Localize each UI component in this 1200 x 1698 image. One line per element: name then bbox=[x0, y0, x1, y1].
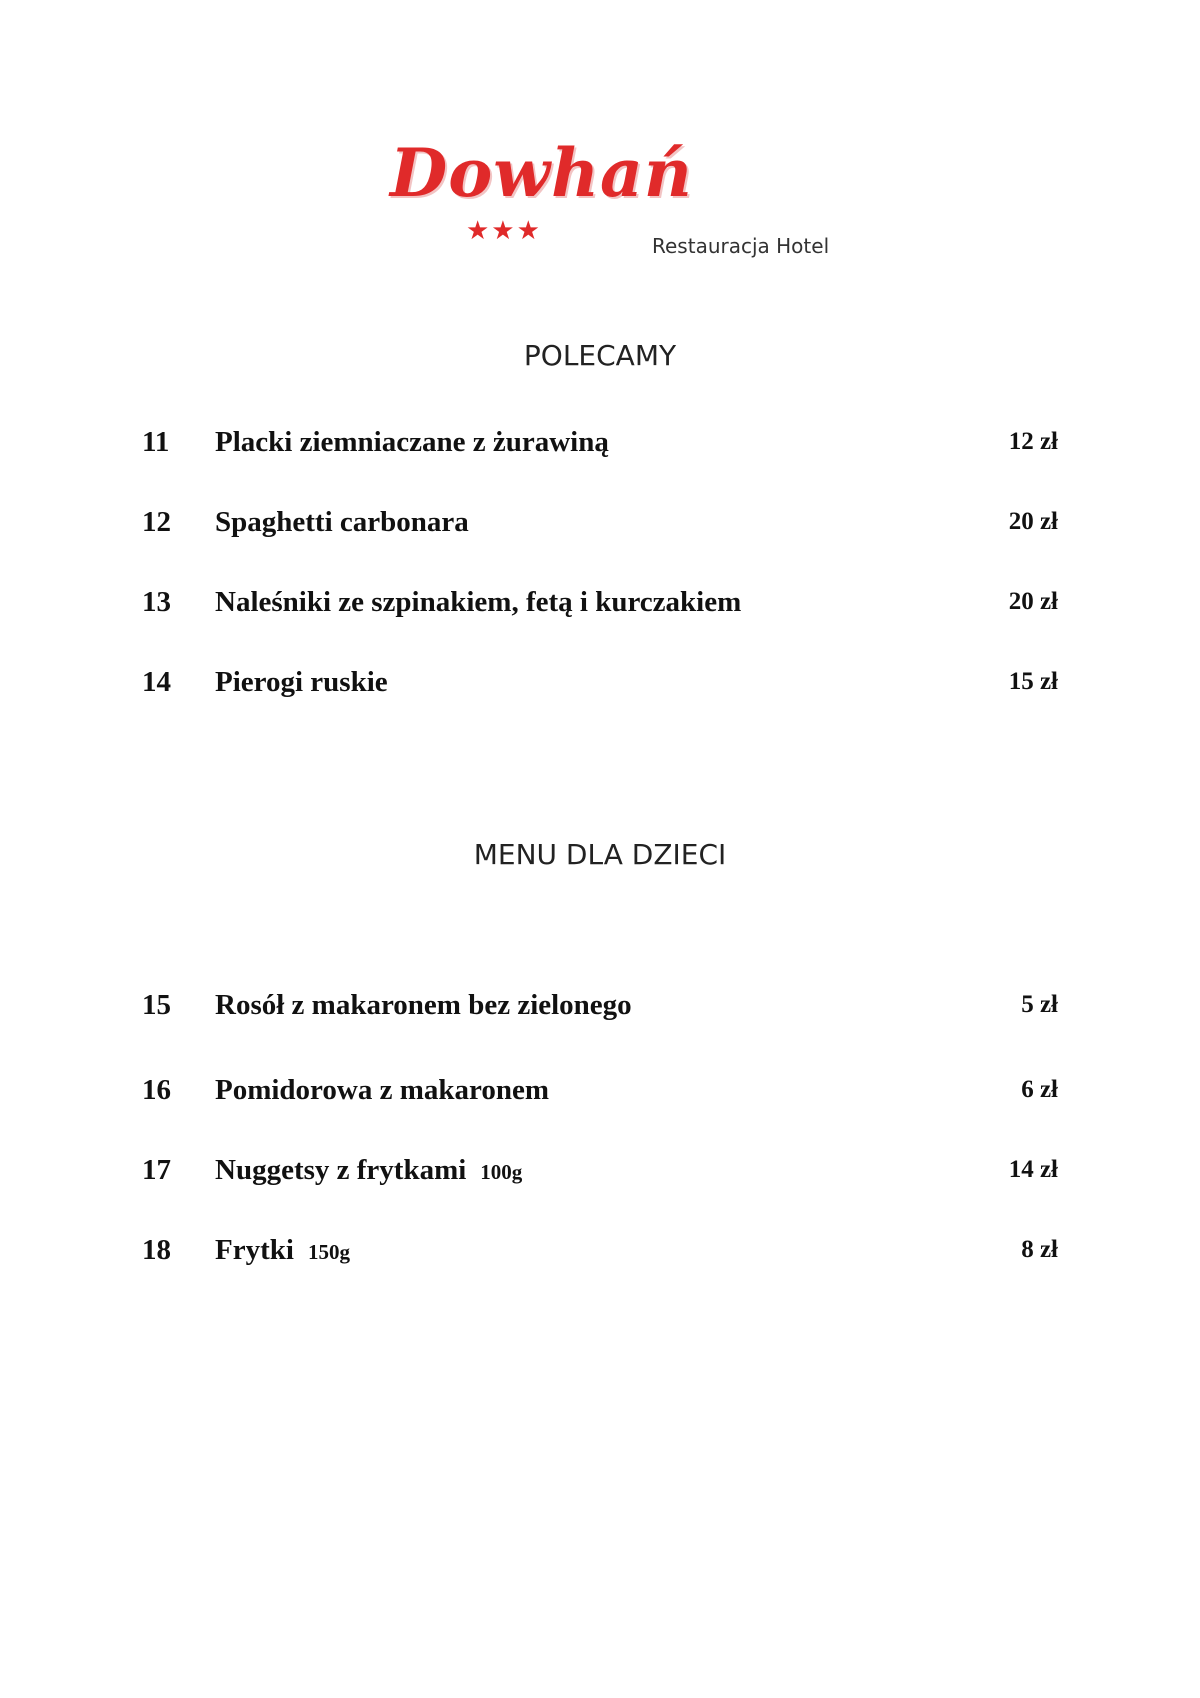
item-name: Frytki bbox=[215, 1234, 294, 1266]
item-name-wrap bbox=[215, 1070, 549, 1110]
item-number: 11 bbox=[142, 426, 170, 458]
item-price: 5 zł bbox=[1021, 991, 1058, 1018]
item-price: 20 zł bbox=[1008, 508, 1058, 535]
item-name: Nuggetsy z frytkami bbox=[215, 1154, 467, 1186]
item-price: 6 zł bbox=[1021, 1076, 1058, 1103]
item-weight: 150g bbox=[307, 1240, 350, 1264]
menu-item bbox=[0, 422, 1200, 462]
logo-subtitle: Restauracja Hotel bbox=[652, 234, 830, 258]
item-number: 16 bbox=[142, 1074, 171, 1106]
menu-item bbox=[0, 1230, 1200, 1270]
item-name-wrap bbox=[215, 1150, 522, 1192]
item-name-wrap bbox=[215, 985, 632, 1025]
menu-item bbox=[0, 985, 1200, 1025]
item-price: 14 zł bbox=[1008, 1156, 1058, 1183]
item-name-wrap bbox=[215, 1230, 350, 1272]
item-name: Placki ziemniaczane z żurawiną bbox=[215, 426, 609, 458]
menu-list-polecamy bbox=[0, 422, 1200, 702]
item-name-wrap bbox=[215, 662, 388, 702]
item-price: 12 zł bbox=[1008, 428, 1058, 455]
item-number: 17 bbox=[142, 1154, 171, 1186]
restaurant-logo bbox=[390, 134, 850, 270]
item-number: 15 bbox=[142, 989, 171, 1021]
item-name: Spaghetti carbonara bbox=[215, 506, 469, 538]
item-name-wrap bbox=[215, 502, 469, 542]
item-number: 12 bbox=[142, 506, 171, 538]
item-price: 20 zł bbox=[1008, 588, 1058, 615]
item-name: Pomidorowa z makaronem bbox=[215, 1074, 550, 1106]
item-name-wrap bbox=[215, 582, 741, 622]
item-number: 18 bbox=[142, 1234, 171, 1266]
logo-wordmark: Dowhań bbox=[390, 134, 693, 212]
item-name: Pierogi ruskie bbox=[215, 666, 388, 698]
menu-list-dzieci bbox=[0, 985, 1200, 1270]
logo-stars-icon: ★★★ bbox=[466, 216, 542, 246]
item-name: Naleśniki ze szpinakiem, fetą i kurczakiem bbox=[215, 586, 742, 618]
section-title-polecamy: POLECAMY bbox=[523, 339, 677, 372]
menu-item bbox=[0, 662, 1200, 702]
item-number: 14 bbox=[142, 666, 171, 698]
menu-item bbox=[0, 582, 1200, 622]
menu-item bbox=[0, 1070, 1200, 1110]
item-price: 8 zł bbox=[1021, 1236, 1058, 1263]
menu-item bbox=[0, 502, 1200, 542]
item-price: 15 zł bbox=[1008, 668, 1058, 695]
item-weight: 100g bbox=[480, 1160, 523, 1184]
item-number: 13 bbox=[142, 586, 171, 618]
item-name-wrap bbox=[215, 422, 609, 462]
menu-item bbox=[0, 1150, 1200, 1190]
item-name: Rosół z makaronem bez zielonego bbox=[215, 989, 632, 1021]
section-title-menu-dla-dzieci: MENU DLA DZIECI bbox=[473, 838, 727, 871]
